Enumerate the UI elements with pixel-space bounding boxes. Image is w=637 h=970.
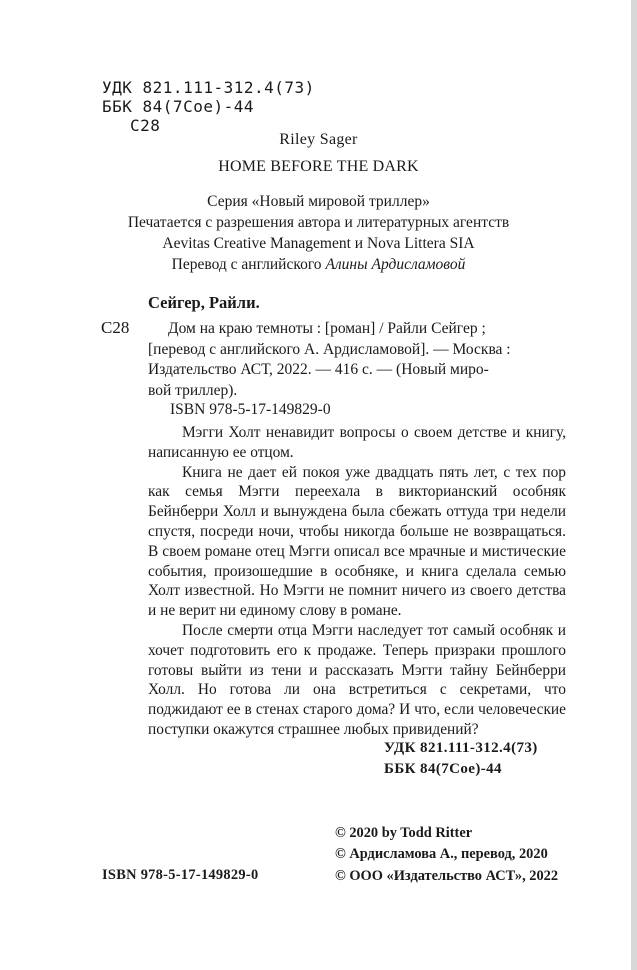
annotation	[148, 423, 566, 740]
copyright-block	[335, 823, 558, 887]
classification-bottom	[384, 738, 538, 780]
catalog-description	[148, 319, 566, 401]
original-title: HOME BEFORE THE DARK	[218, 158, 419, 175]
original-author: Riley Sager	[279, 131, 358, 148]
annotation-paragraph: Книга не дает ей покоя уже двадцать пять лет, с тех пор как семья Мэгги переехала в викторианский особняк Бейнберри Холл и вынуждена была сбежать оттуда три недели спустя, посреди ночи, чтобы никогда больше не возвращаться. В своем романе отец Мэгги описал все мрачные и мистические события, произошедшие в особняке, и книга сделала семью Холт известной. Но Мэгги не помнит ничего из своего детства и не верит ни единому слову в романе.	[148, 463, 566, 620]
series-line: Серия «Новый мировой триллер»	[207, 193, 430, 210]
catalog-heading: Сейгер, Райли.	[148, 293, 260, 312]
translation-line	[0, 256, 637, 274]
catalog-mark: С28	[101, 318, 130, 337]
agencies-line: Aevitas Creative Management и Nova Littera SIA	[162, 235, 475, 252]
author-mark: С28	[130, 116, 161, 135]
catalog-line: вой триллер).	[148, 381, 238, 399]
catalog-line: Издательство АСТ, 2022. — 416 с. — (Новый миро-	[148, 361, 489, 378]
udk-code-bottom: УДК 821.111-312.4(73)	[384, 740, 538, 756]
copyright-author: © 2020 by Todd Ritter	[335, 825, 473, 841]
catalog-line: [перевод с английского А. Ардисламовой]. — Москва :	[148, 340, 511, 358]
series-block	[0, 191, 637, 254]
catalog-isbn: ISBN 978-5-17-149829-0	[170, 401, 331, 418]
annotation-paragraph: После смерти отца Мэгги наследует тот самый особняк и хочет подготовить его к продаже. Теперь призраки прошлого готовы выйти из тени и рассказать Мэгги тайну Бейнберри Холл. Но готова ли она встретиться с секретами, что поджидают ее в стенах старого дома? И что, если человеческие поступки окажутся страшнее любых привидений?	[148, 621, 566, 738]
translator-name: Алины Ардисламовой	[325, 256, 466, 273]
udk-code: УДК 821.111-312.4(73)	[102, 78, 315, 97]
isbn-bottom: ISBN 978-5-17-149829-0	[102, 867, 259, 883]
catalog-line: Дом на краю темноты : [роман] / Райли Сейгер ;	[168, 320, 486, 337]
bbk-code: ББК 84(7Сое)-44	[102, 97, 254, 116]
classification-top	[102, 78, 315, 135]
bbk-code-bottom: ББК 84(7Сое)-44	[384, 761, 502, 777]
annotation-paragraph: Мэгги Холт ненавидит вопросы о своем детстве и книгу, написанную ее отцом.	[148, 424, 566, 461]
translation-prefix: Перевод с английского	[171, 256, 326, 273]
permission-line: Печатается с разрешения автора и литературных агентств	[127, 214, 510, 231]
copyright-publisher: © ООО «Издательство АСТ», 2022	[335, 867, 559, 884]
copyright-translation: © Ардисламова А., перевод, 2020	[335, 846, 548, 863]
